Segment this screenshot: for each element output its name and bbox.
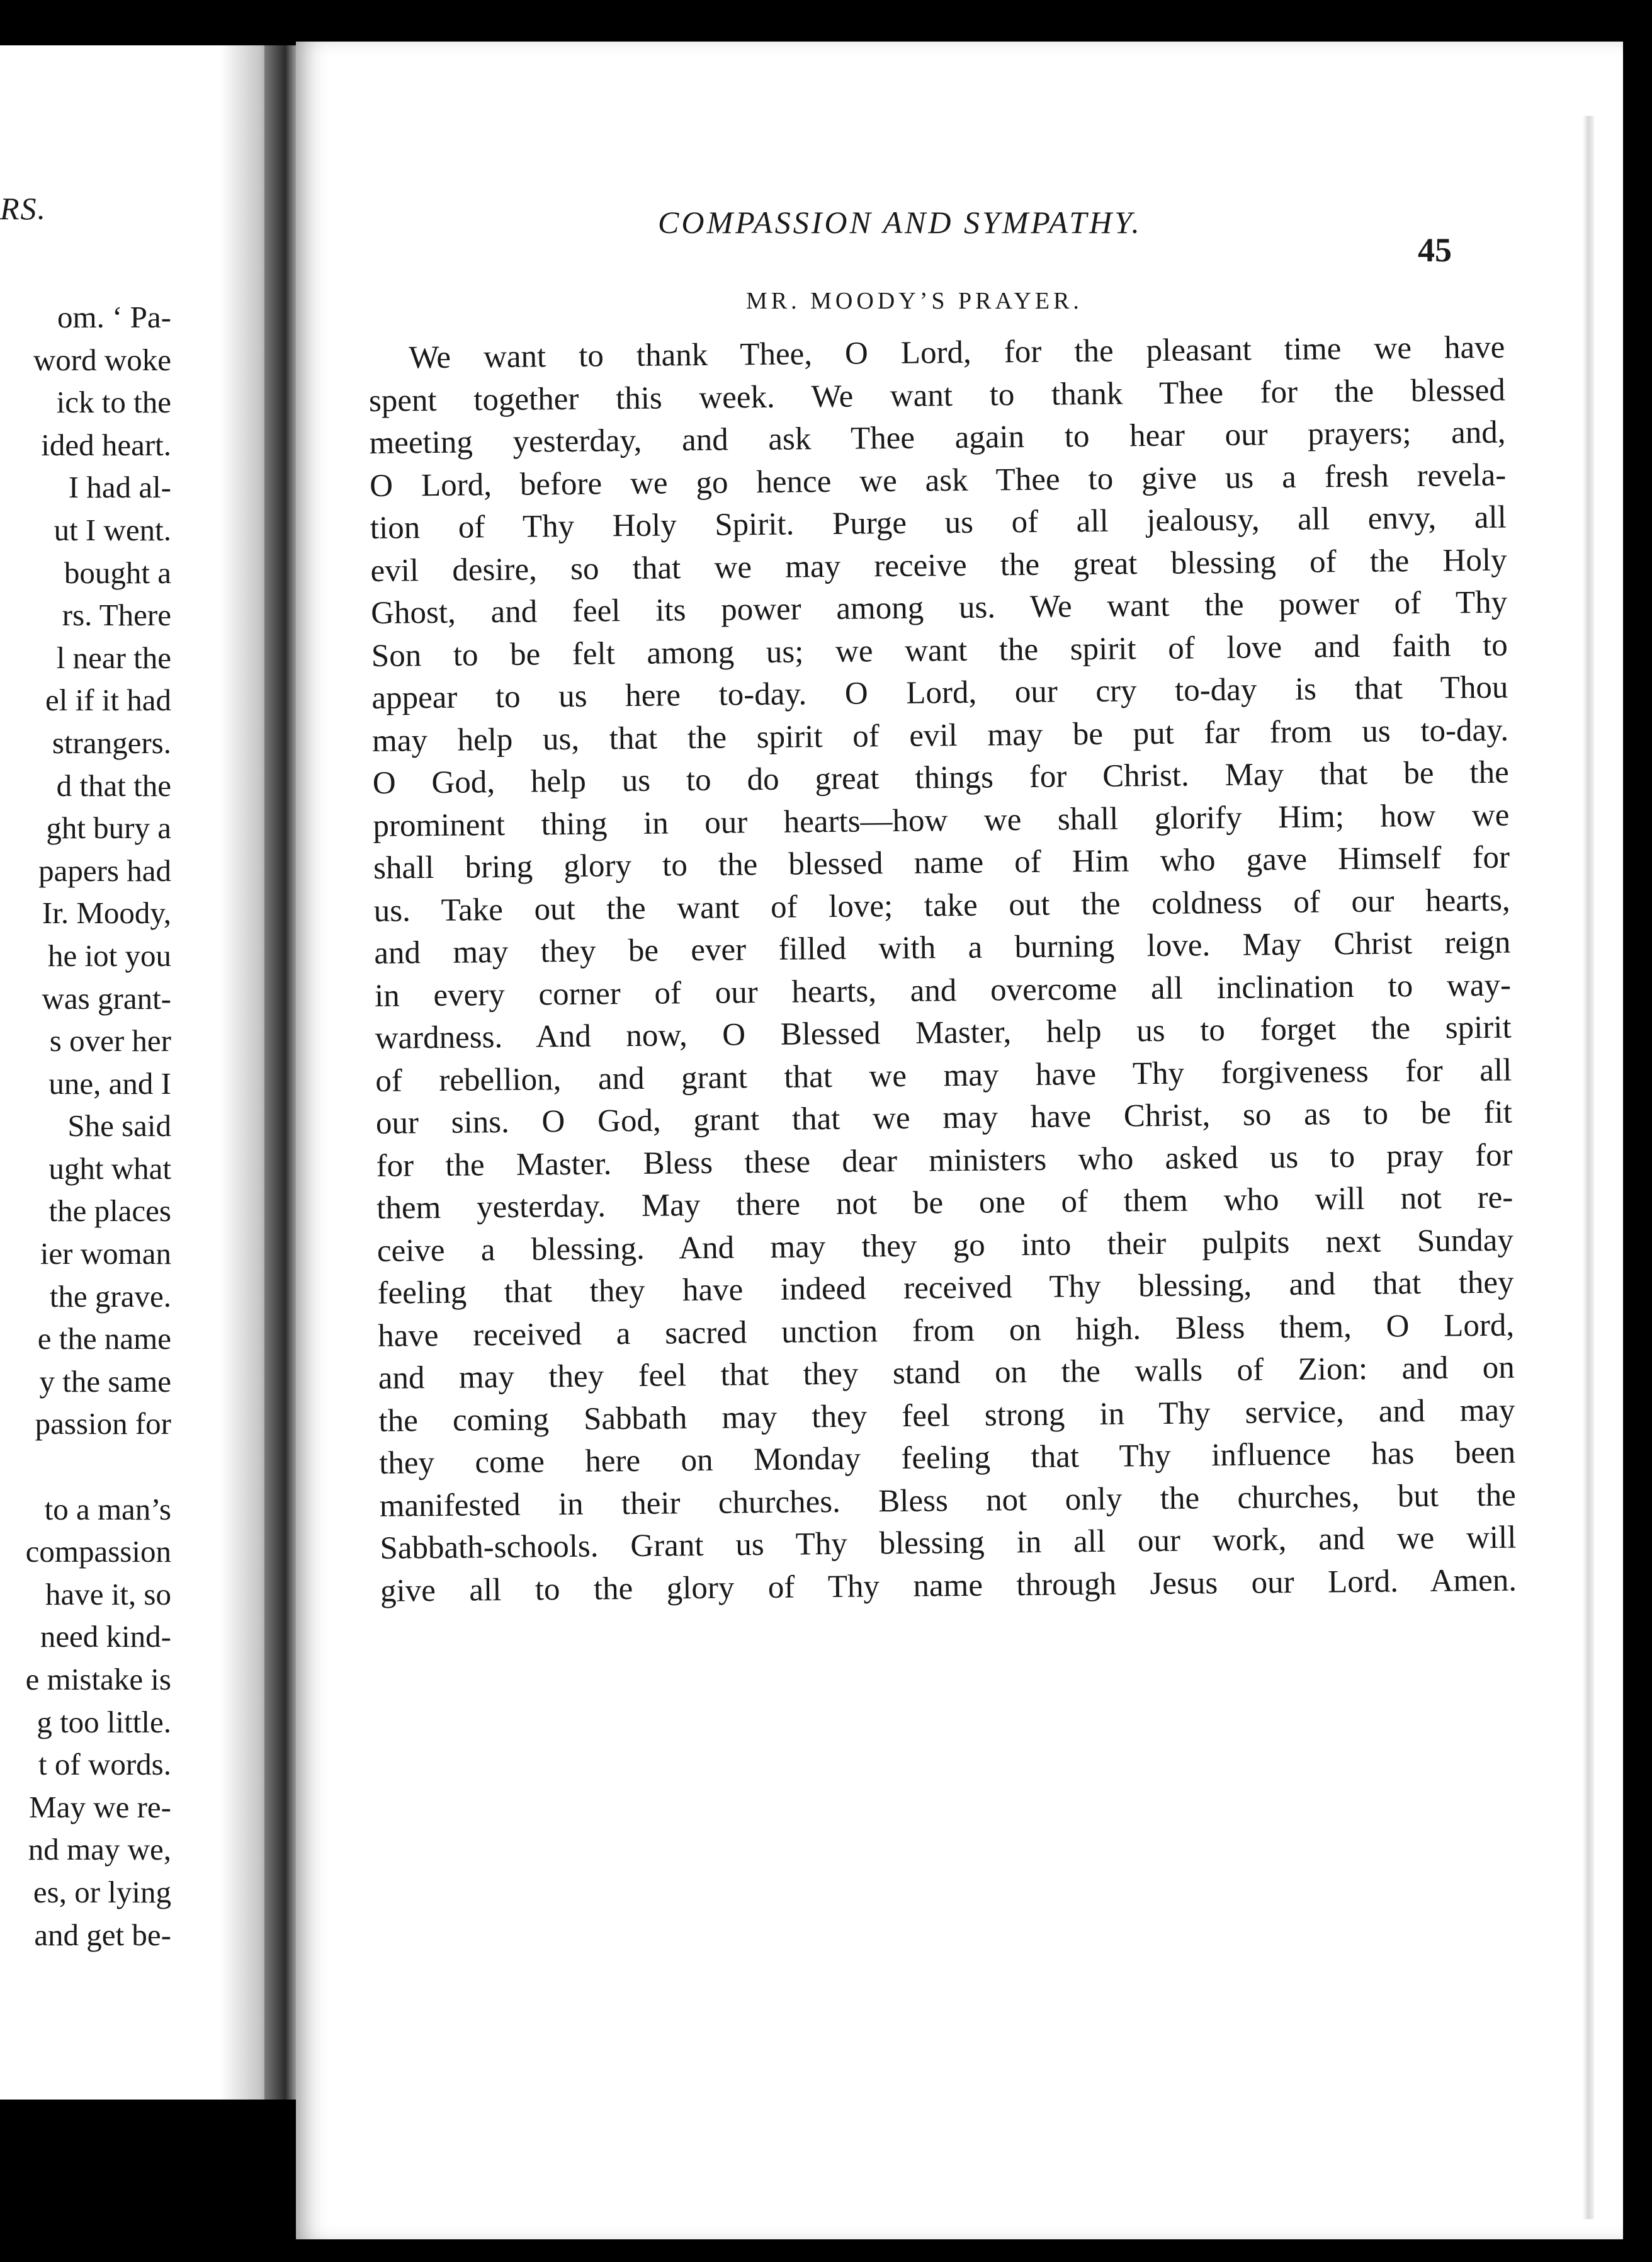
left-text-line: es, or lying (33, 1874, 171, 1909)
left-text-line: nd may we, (28, 1832, 171, 1867)
body-text-line: Sabbath-schools. Grant us Thy blessing in all our work, and we will (380, 1520, 1517, 1566)
body-text-line: and may they be ever filled with a burning love. May Christ reign (374, 924, 1511, 971)
left-text-line: e the name (37, 1321, 171, 1356)
left-text-line: d that the (56, 768, 171, 803)
left-page (0, 45, 277, 2100)
left-text-line: I had al- (68, 470, 171, 505)
left-text-line: y the same (39, 1363, 171, 1399)
left-text-line: May we re- (29, 1789, 171, 1824)
left-text-line: une, and I (48, 1066, 171, 1101)
left-text-line: and get be- (34, 1917, 171, 1952)
body-text-line: have received a sacred unction from on high. Bless them, O Lord, (377, 1307, 1515, 1354)
body-text-line: the coming Sabbath may they feel strong in Thy service, and may (378, 1392, 1515, 1439)
body-text-line: and may they feel that they stand on the walls of Zion: and on (378, 1350, 1515, 1396)
left-text-line: ier woman (40, 1236, 171, 1271)
left-text-line: l near the (56, 640, 171, 675)
page-number: 45 (1418, 231, 1452, 269)
body-text-line: feeling that they have indeed received Thy blessing, and that they (377, 1265, 1514, 1311)
left-text-line: s over her (49, 1023, 171, 1059)
left-text-line (26, 1445, 171, 1488)
body-text-line: Son to be felt among us; we want the spirit of love and faith to (371, 627, 1508, 674)
left-text-line: word woke (33, 342, 171, 377)
body-text-line: manifested in their churches. Bless not only the churches, but the (379, 1477, 1516, 1524)
page-edge (1583, 116, 1594, 2219)
left-text-line: to a man’s (44, 1491, 171, 1526)
body-text-line: prominent thing in our hearts—how we shall glorify Him; how we (373, 797, 1510, 844)
left-text-line: ght bury a (46, 810, 171, 846)
body-text-line: us. Take out the want of love; take out the coldness of our hearts, (373, 882, 1510, 929)
left-text-line: the places (48, 1193, 171, 1229)
left-text-line: he iot you (48, 938, 171, 973)
body-text-line: O Lord, before we go hence we ask Thee to give us a fresh revela- (369, 457, 1507, 504)
left-text-line: was grant- (42, 980, 171, 1016)
left-text-line: compassion (25, 1534, 171, 1569)
body-text-line: of rebellion, and grant that we may have Thy forgiveness for all (375, 1052, 1512, 1099)
body-text-line: they come here on Monday feeling that Thy influence has been (378, 1435, 1516, 1481)
body-text-line: O God, help us to do great things for Christ. May that be the (372, 754, 1509, 801)
body-text-line: wardness. And now, O Blessed Master, help us to forget the spirit (375, 1009, 1512, 1056)
running-head: COMPASSION AND SYMPATHY. (658, 205, 1142, 240)
left-running-head: RS. (0, 191, 47, 226)
left-text-line: ught what (48, 1151, 171, 1186)
body-text-line: in every corner of our hearts, and overcome all inclination to way- (374, 967, 1512, 1014)
body-text-line: appear to us here to-day. O Lord, our cry to-day is that Thou (371, 669, 1508, 716)
left-text-line: strangers. (52, 725, 171, 760)
left-text-line: passion for (35, 1406, 171, 1441)
left-text-line: papers had (38, 853, 171, 888)
body-text-line: spent together this week. We want to thank Thee for the blessed (368, 372, 1506, 419)
body-text-line: Ghost, and feel its power among us. We want the power of Thy (370, 584, 1508, 631)
body-text-line: ceive a blessing. And may they go into their pulpits next Sunday (376, 1222, 1514, 1269)
left-text-line: el if it had (45, 683, 171, 718)
left-text-line: rs. There (62, 598, 171, 633)
right-page (296, 42, 1623, 2239)
left-text-line: the grave. (49, 1278, 171, 1314)
body-text-line: our sins. O God, grant that we may have Christ, so as to be fit (375, 1094, 1513, 1141)
body-text-line: tion of Thy Holy Spirit. Purge us of all jealousy, all envy, all (370, 499, 1507, 546)
left-page-text (26, 296, 171, 1956)
left-text-line: need kind- (40, 1619, 171, 1654)
body-text-line: for the Master. Bless these dear ministers who asked us to pray for (376, 1137, 1513, 1184)
body-text-line: give all to the glory of Thy name through Jesus our Lord. Amen. (380, 1562, 1517, 1609)
left-text-line: ick to the (56, 385, 171, 420)
left-text-line: ided heart. (41, 427, 171, 462)
body-text-line: evil desire, so that we may receive the great blessing of the Holy (370, 542, 1507, 589)
left-text-line: have it, so (45, 1576, 171, 1611)
body-text-line: shall bring glory to the blessed name of Him who gave Himself for (373, 839, 1510, 886)
left-text-line: g too little. (37, 1704, 171, 1739)
body-text-line: meeting yesterday, and ask Thee again to hear our prayers; and, (369, 414, 1506, 461)
section-title: MR. MOODY’S PRAYER. (746, 288, 1083, 314)
body-text-line: may help us, that the spirit of evil may be put far from us to-day. (371, 712, 1509, 759)
left-text-line: t of words. (38, 1747, 171, 1782)
left-text-line: e mistake is (25, 1662, 171, 1696)
body-text (368, 327, 1517, 1613)
left-text-line: Ir. Moody, (42, 895, 171, 931)
left-text-line: bought a (64, 555, 171, 590)
body-text-line: them yesterday. May there not be one of them who will not re- (376, 1179, 1513, 1226)
body-text-line: We want to thank Thee, O Lord, for the pleasant time we have (409, 329, 1505, 376)
left-text-line: She said (67, 1108, 171, 1144)
left-text-line: ut I went. (54, 512, 171, 547)
left-text-line: om. ‘ Pa- (57, 300, 171, 334)
